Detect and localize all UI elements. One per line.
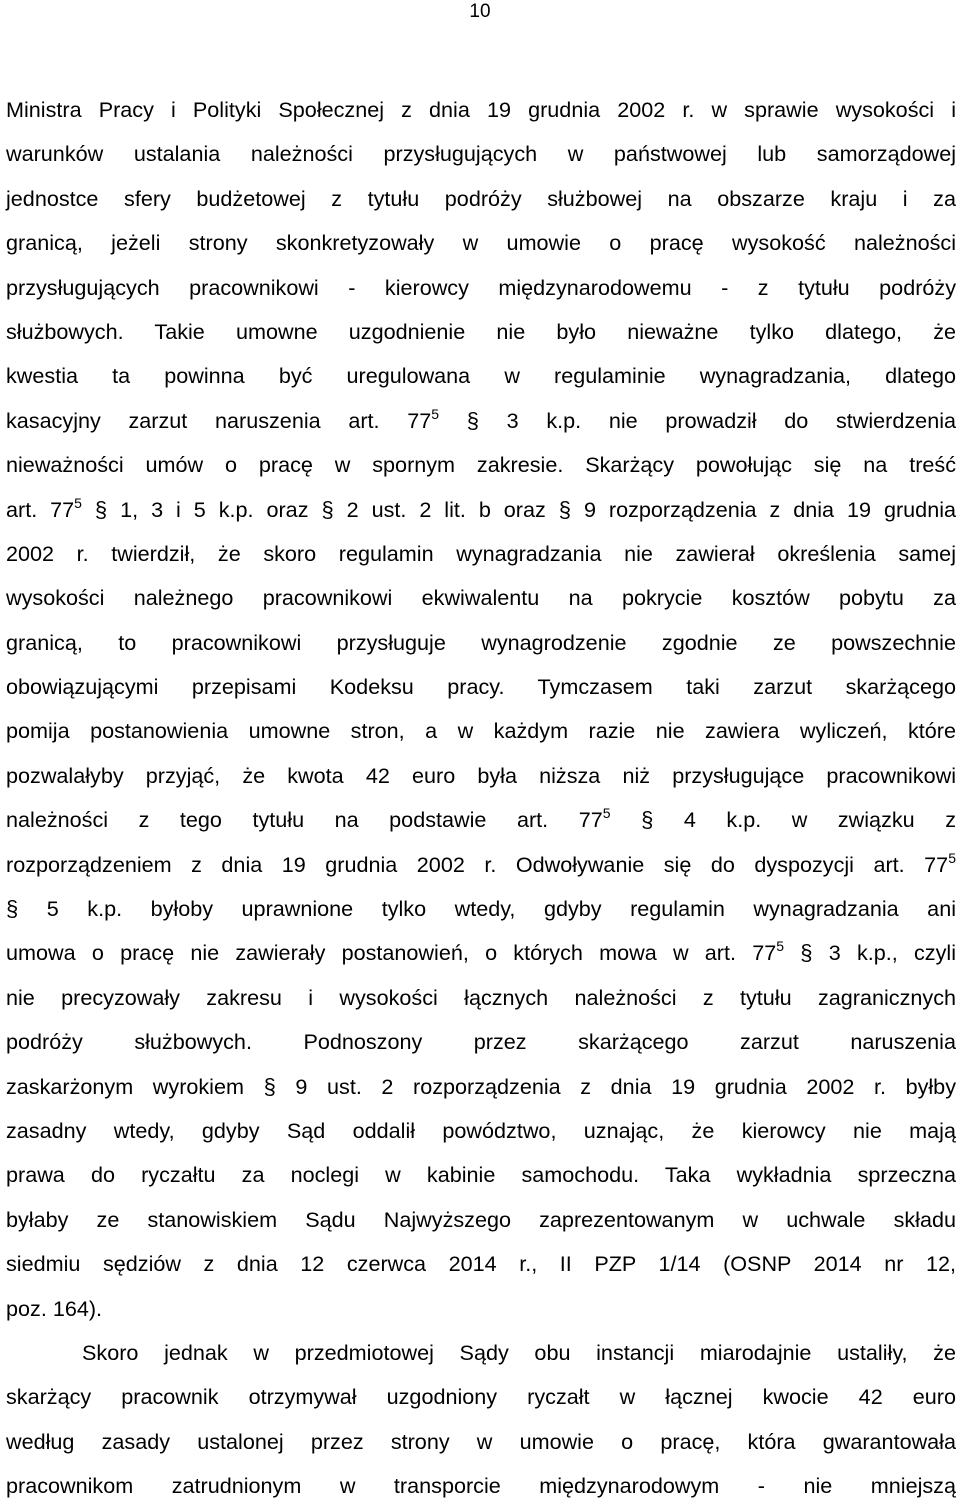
text-line: podróży służbowych. Podnoszony przez skarżącego zarzut naruszenia xyxy=(6,1029,956,1055)
text-line: Skoro jednak w przedmiotowej Sądy obu instancji miarodajnie ustaliły, że xyxy=(82,1339,956,1365)
text-line: granicą, jeżeli strony skonkretyzowały w umowie o pracę wysokość należności xyxy=(6,230,956,256)
text-line xyxy=(6,798,956,842)
section-sign: § xyxy=(800,940,813,966)
section-sign: § xyxy=(94,496,108,522)
line-text: kasacyjny zarzut naruszenia art. 77 xyxy=(6,407,432,433)
superscript: 5 xyxy=(602,805,611,822)
section-sign: § xyxy=(321,496,334,522)
text-line: poz. 164). xyxy=(6,1295,103,1321)
page-number: 10 xyxy=(469,1,491,22)
section-sign: § xyxy=(466,407,479,433)
text-line: nie precyzowały zakresu i wysokości łącznych należności z tytułu zagranicznych xyxy=(6,984,956,1010)
line-text: 5 k.p. byłoby uprawnione tylko wtedy, gdyby regulamin wynagradzania ani xyxy=(18,896,956,922)
text-line xyxy=(6,399,956,443)
text-line: skarżący pracownik otrzymywał uzgodniony ryczałt w łącznej kwocie 42 euro xyxy=(6,1384,956,1410)
section-sign: § xyxy=(641,807,654,833)
text-line: wysokości należnego pracownikowi ekwiwalentu na pokrycie kosztów pobytu za xyxy=(6,585,956,611)
line-text: 3 k.p., czyli xyxy=(812,940,956,966)
text-line: byłaby ze stanowiskiem Sądu Najwyższego zaprezentowanym w uchwale składu xyxy=(6,1206,956,1232)
text-line: prawa do ryczałtu za noclegi w kabinie samochodu. Taka wykładnia sprzeczna xyxy=(6,1162,956,1188)
superscript: 5 xyxy=(74,494,82,511)
section-sign: § xyxy=(558,496,571,522)
text-line: nieważności umów o pracę w spornym zakresie. Skarżący powołując się na treść xyxy=(6,452,956,478)
line-text: 1, 3 i 5 k.p. oraz xyxy=(107,496,322,522)
line-text: umowa o pracę nie zawierały postanowień, o których mowa w art. 77 xyxy=(6,940,777,966)
line-text: 2 ust. 2 lit. b oraz xyxy=(333,496,559,522)
superscript: 5 xyxy=(431,405,440,422)
text-line: obowiązującymi przepisami Kodeksu pracy. Tymczasem taki zarzut skarżącego xyxy=(6,674,956,700)
text-line: przysługujących pracownikowi - kierowcy międzynarodowemu - z tytułu podróży xyxy=(6,274,956,300)
text-line: Ministra Pracy i Polityki Społecznej z dnia 19 grudnia 2002 r. w sprawie wysokości i xyxy=(6,97,956,122)
text-line: 2002 r. twierdził, że skoro regulamin wynagradzania nie zawierał określenia samej xyxy=(6,540,956,566)
text-line: służbowych. Takie umowne uzgodnienie nie było nieważne tylko dlatego, że xyxy=(6,318,956,344)
line-text: 9 rozporządzenia z dnia 19 grudnia xyxy=(571,496,957,522)
line-text: należności z tego tytułu na podstawie art. 77 xyxy=(6,807,603,833)
text-line: warunków ustalania należności przysługujących w państwowej lub samorządowej xyxy=(6,141,956,167)
text-line: pozwalałyby przyjąć, że kwota 42 euro była niższa niż przysługujące pracownikowi xyxy=(6,762,956,788)
text-line xyxy=(6,488,956,532)
text-line: kwestia ta powinna być uregulowana w regulaminie wynagradzania, dlatego xyxy=(6,363,956,389)
line-text: zaskarżonym wyrokiem xyxy=(6,1073,264,1099)
text-line: granicą, to pracownikowi przysługuje wynagrodzenie zgodnie ze powszechnie xyxy=(6,629,956,655)
superscript: 5 xyxy=(948,849,956,866)
document-body xyxy=(6,88,956,1509)
line-text: 4 k.p. w związku z xyxy=(653,807,957,833)
section-sign: § xyxy=(263,1073,276,1099)
text-line xyxy=(6,1065,956,1109)
text-line: według zasady ustalonej przez strony w umowie o pracę, która gwarantowała xyxy=(6,1428,956,1454)
text-line: jednostce sfery budżetowej z tytułu podróży służbowej na obszarze kraju i za xyxy=(6,185,956,211)
text-line: pomija postanowienia umowne stron, a w każdym razie nie zawiera wyliczeń, które xyxy=(6,718,956,744)
line-text: art. 77 xyxy=(6,496,75,522)
text-line: pracownikom zatrudnionym w transporcie międzynarodowym - nie mniejszą xyxy=(6,1473,956,1499)
line-text: 3 k.p. nie prowadził do stwierdzenia xyxy=(478,407,957,433)
section-sign: § xyxy=(6,896,19,922)
line-text: 9 ust. 2 rozporządzenia z dnia 19 grudnia 2002 r. byłby xyxy=(275,1073,956,1099)
text-line: siedmiu sędziów z dnia 12 czerwca 2014 r., II PZP 1/14 (OSNP 2014 nr 12, xyxy=(6,1251,956,1277)
text-line xyxy=(6,931,956,975)
superscript: 5 xyxy=(776,938,785,955)
line-text: rozporządzeniem z dnia 19 grudnia 2002 r. Odwoływanie się do dyspozycji art. 77 xyxy=(6,851,949,877)
text-line: zasadny wtedy, gdyby Sąd oddalił powództwo, uznając, że kierowcy nie mają xyxy=(6,1117,956,1143)
text-line xyxy=(6,843,956,887)
text-line xyxy=(6,887,956,931)
